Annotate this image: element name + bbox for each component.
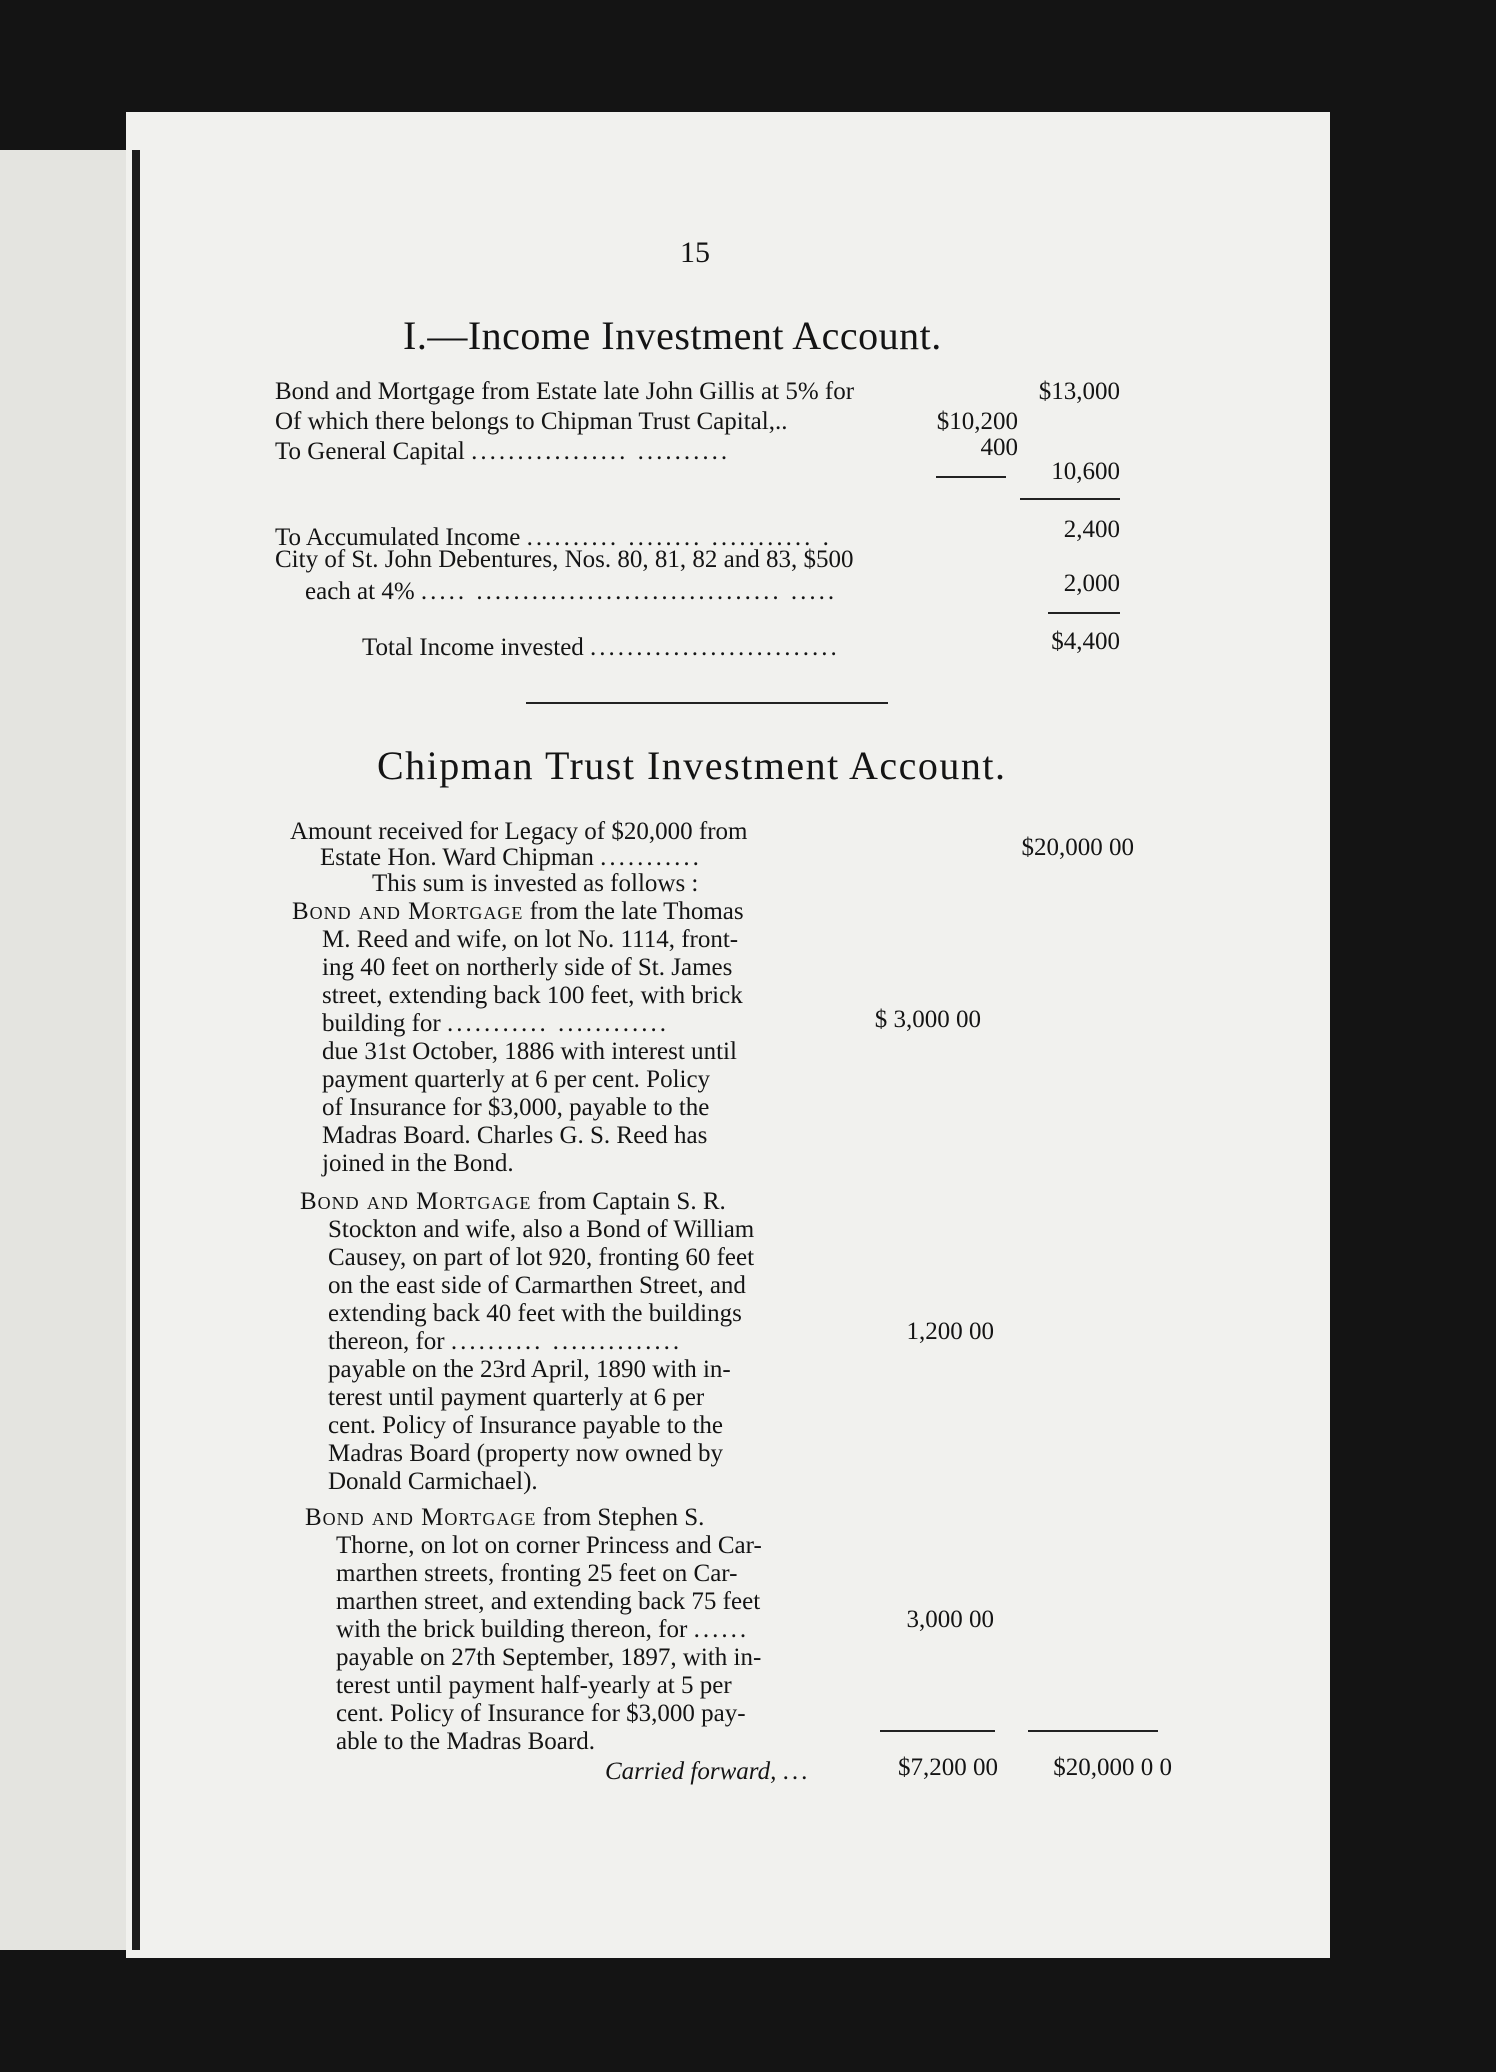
bond2-text-0: from Captain S. R.	[537, 1188, 726, 1215]
bond3-line-8: able to the Madras Board.	[336, 1728, 595, 1755]
bond2-line-8: cent. Policy of Insurance payable to the	[328, 1412, 723, 1439]
bond2-line-3: on the east side of Carmarthen Street, and	[328, 1272, 746, 1299]
bond1-line-4	[322, 1010, 669, 1038]
bond3-amount: 3,000 00	[906, 1606, 994, 1633]
bond2-line-7: terest until payment quarterly at 6 per	[328, 1384, 705, 1411]
bond3-leader: ......	[693, 1616, 750, 1643]
chipman-legacy-line2	[320, 844, 702, 872]
bond3-line-4	[336, 1616, 749, 1644]
bond1-line-0	[292, 898, 744, 926]
income-line-bond: Bond and Mortgage from Estate late John Gillis at 5% for	[275, 378, 855, 405]
income-total-label: Total Income invested	[362, 634, 584, 661]
chipman-legacy-leader: ...........	[600, 844, 702, 871]
bond2-amount: 1,200 00	[906, 1318, 994, 1345]
income-accumulated-leader: .......... ........ ........... .	[526, 524, 832, 551]
rule-col1-total	[880, 1730, 995, 1732]
rule-col2-total	[1028, 1730, 1158, 1732]
bond1-leader: ........... ............	[447, 1010, 669, 1037]
bond2-leader: .......... ..............	[450, 1328, 683, 1355]
section-divider	[526, 702, 888, 704]
income-line-chipman: Of which there belongs to Chipman Trust Capital,..	[275, 408, 788, 435]
income-subtotal: 10,600	[1051, 458, 1120, 485]
bond2-line-6: payable on the 23rd April, 1890 with in-	[328, 1356, 731, 1383]
bond3-line-7: cent. Policy of Insurance for $3,000 pay-	[336, 1700, 746, 1727]
income-total-leader: ...........................	[590, 634, 840, 661]
carried-forward-leader: ...	[782, 1758, 811, 1785]
carried-forward-col2: $20,000 0 0	[1053, 1754, 1172, 1781]
chipman-heading: Chipman Trust Investment Account.	[377, 743, 1007, 788]
carried-forward-label: Carried forward,	[605, 1758, 777, 1785]
bond1-text-0: from the late Thomas	[529, 898, 744, 925]
bond2-line-1: Stockton and wife, also a Bond of William	[328, 1216, 755, 1243]
bond3-line-1: Thorne, on lot on corner Princess and Car-	[336, 1532, 762, 1559]
bond1-line-5: due 31st October, 1886 with interest until	[322, 1038, 737, 1065]
bond2-line-5	[328, 1328, 682, 1356]
bond1-text-4: building for	[322, 1010, 441, 1037]
income-general-leader: ................. ..........	[471, 438, 731, 465]
income-line-general	[275, 438, 730, 466]
bond1-line-1: M. Reed and wife, on lot No. 1114, front-	[322, 926, 739, 953]
income-line-debentures: City of St. John Debentures, Nos. 80, 81, 82 and 83, $500	[275, 546, 854, 573]
income-line-total	[362, 634, 840, 662]
chipman-invested-note: This sum is invested as follows :	[372, 870, 699, 897]
bond1-line-7: of Insurance for $3,000, payable to the	[322, 1094, 710, 1121]
bond3-line-6: terest until payment half-yearly at 5 per	[336, 1672, 732, 1699]
chipman-legacy-amount: $20,000 00	[1021, 834, 1134, 861]
income-amount-debentures: 2,000	[1063, 570, 1120, 597]
bond3-text-0: from Stephen S.	[542, 1504, 705, 1531]
income-heading: I.—Income Investment Account.	[403, 313, 942, 358]
page-gutter	[132, 150, 140, 1950]
income-amount-accumulated: 2,400	[1063, 516, 1120, 543]
bond3-line-5: payable on 27th September, 1897, with in-	[336, 1644, 762, 1671]
carried-forward-col1: $7,200 00	[898, 1754, 998, 1781]
bond3-line-2: marthen streets, fronting 25 feet on Car-	[336, 1560, 738, 1587]
income-line-debentures-rate	[305, 578, 837, 606]
income-debentures-rate-label: each at 4%	[305, 578, 415, 605]
page-number: 15	[680, 236, 710, 269]
income-general-label: To General Capital	[275, 438, 465, 465]
income-accumulated-label: To Accumulated Income	[275, 524, 521, 551]
chipman-legacy-label: Estate Hon. Ward Chipman	[320, 844, 594, 871]
income-amount-general: 400	[980, 434, 1018, 461]
bond3-text-4: with the brick building thereon, for	[336, 1616, 688, 1643]
income-total-amount: $4,400	[1051, 628, 1120, 655]
bond1-line-6: payment quarterly at 6 per cent. Policy	[322, 1066, 711, 1093]
bond2-line-2: Causey, on part of lot 920, fronting 60 feet	[328, 1244, 755, 1271]
bond1-lead: Bond and Mortgage	[292, 898, 524, 925]
rule-sum-income	[936, 476, 1006, 478]
bond1-line-3: street, extending back 100 feet, with brick	[322, 982, 743, 1009]
bond1-line-9: joined in the Bond.	[322, 1150, 514, 1177]
income-amount-chipman: $10,200	[936, 408, 1018, 435]
bond1-line-2: ing 40 feet on northerly side of St. James	[322, 954, 733, 981]
chipman-legacy-line1: Amount received for Legacy of $20,000 from	[290, 818, 748, 845]
carried-forward-row	[605, 1758, 810, 1786]
bond2-text-5: thereon, for	[328, 1328, 445, 1355]
bond2-line-4: extending back 40 feet with the buildings	[328, 1300, 742, 1327]
rule-debentures	[1048, 612, 1120, 614]
bond1-line-8: Madras Board. Charles G. S. Reed has	[322, 1122, 708, 1149]
income-debentures-leader: ..... ................................. .....	[420, 578, 838, 605]
bond2-line-10: Donald Carmichael).	[328, 1468, 538, 1495]
bond1-amount: $ 3,000 00	[874, 1006, 981, 1033]
rule-subtotal	[1020, 498, 1120, 500]
bond3-line-0	[305, 1504, 704, 1532]
bond2-line-0	[300, 1188, 726, 1216]
income-amount-bond: $13,000	[1038, 378, 1120, 405]
bond2-line-9: Madras Board (property now owned by	[328, 1440, 724, 1467]
bond3-line-3: marthen street, and extending back 75 feet	[336, 1588, 761, 1615]
bond2-lead: Bond and Mortgage	[300, 1188, 532, 1215]
bond3-lead: Bond and Mortgage	[305, 1504, 537, 1531]
